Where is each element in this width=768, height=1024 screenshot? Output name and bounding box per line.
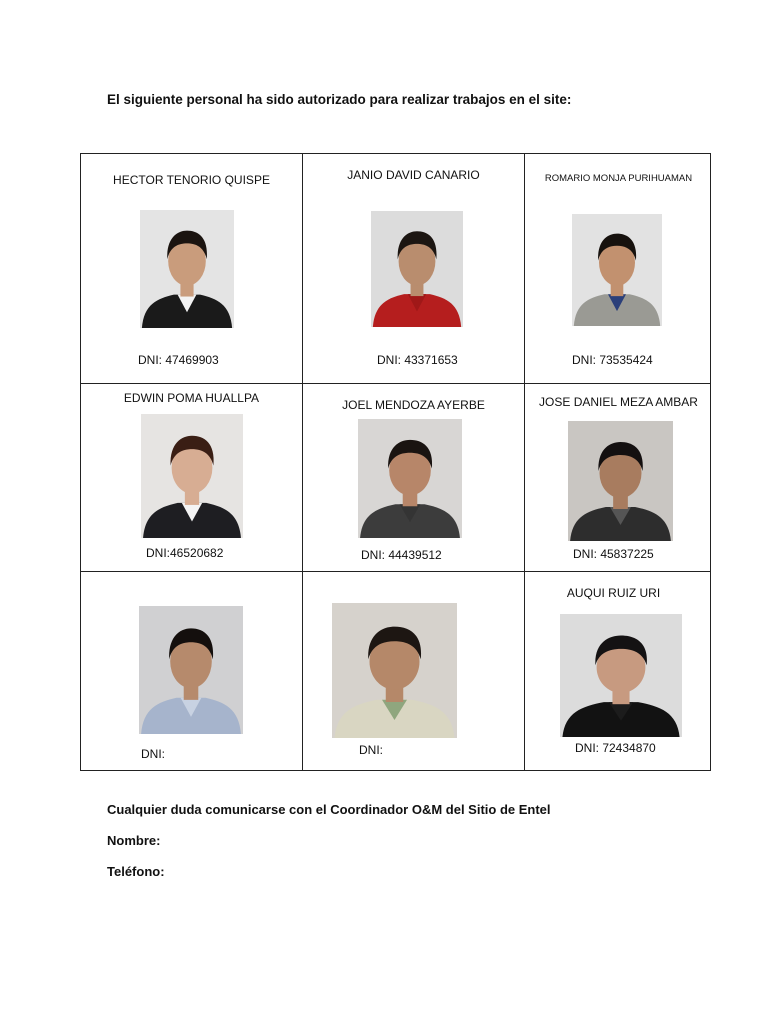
person-dni: DNI: 47469903 [138,353,219,367]
person-card [303,384,524,571]
person-name: JOEL MENDOZA AYERBE [342,398,485,412]
portrait-graphic [572,214,662,326]
person-photo [141,414,243,538]
person-dni: DNI: [359,743,383,757]
portrait-graphic [139,606,243,734]
contact-note: Cualquier duda comunicarse con el Coordinador O&M del Sitio de Entel [107,802,551,817]
person-photo [572,214,662,326]
person-photo [140,210,234,328]
intro-heading: El siguiente personal ha sido autorizado para realizar trabajos en el site: [107,92,572,107]
person-photo [560,614,682,737]
person-name: EDWIN POMA HUALLPA [123,391,260,405]
portrait-graphic [332,603,457,738]
person-card [525,384,712,571]
person-card [81,154,302,383]
person-name: AUQUI RUIZ URI [566,586,661,600]
person-dni: DNI: 43371653 [377,353,458,367]
portrait-graphic [140,210,234,328]
portrait-graphic [371,211,463,327]
person-photo [358,419,462,538]
person-dni: DNI:46520682 [146,546,224,560]
nombre-label: Nombre: [107,833,161,848]
portrait-graphic [560,614,682,737]
person-photo [332,603,457,738]
personnel-grid [80,153,711,771]
telefono-label: Teléfono: [107,864,165,879]
person-card [525,154,712,383]
person-photo [568,421,673,541]
person-dni: DNI: 72434870 [575,741,656,755]
person-dni: DNI: 73535424 [572,353,653,367]
person-photo [139,606,243,734]
person-card [303,154,524,383]
person-dni: DNI: 44439512 [361,548,442,562]
person-name: ROMARIO MONJA PURIHUAMAN [544,173,693,184]
portrait-graphic [568,421,673,541]
person-dni: DNI: 45837225 [573,547,654,561]
person-photo [371,211,463,327]
person-name: JOSE DANIEL MEZA AMBAR [539,395,698,409]
person-card [81,572,302,771]
person-name: HECTOR TENORIO QUISPE [113,173,270,187]
person-card [81,384,302,571]
person-dni: DNI: [141,747,165,761]
portrait-graphic [358,419,462,538]
person-name: JANIO DAVID CANARIO [347,168,480,182]
portrait-graphic [141,414,243,538]
person-card [303,572,524,771]
person-card [525,572,712,771]
